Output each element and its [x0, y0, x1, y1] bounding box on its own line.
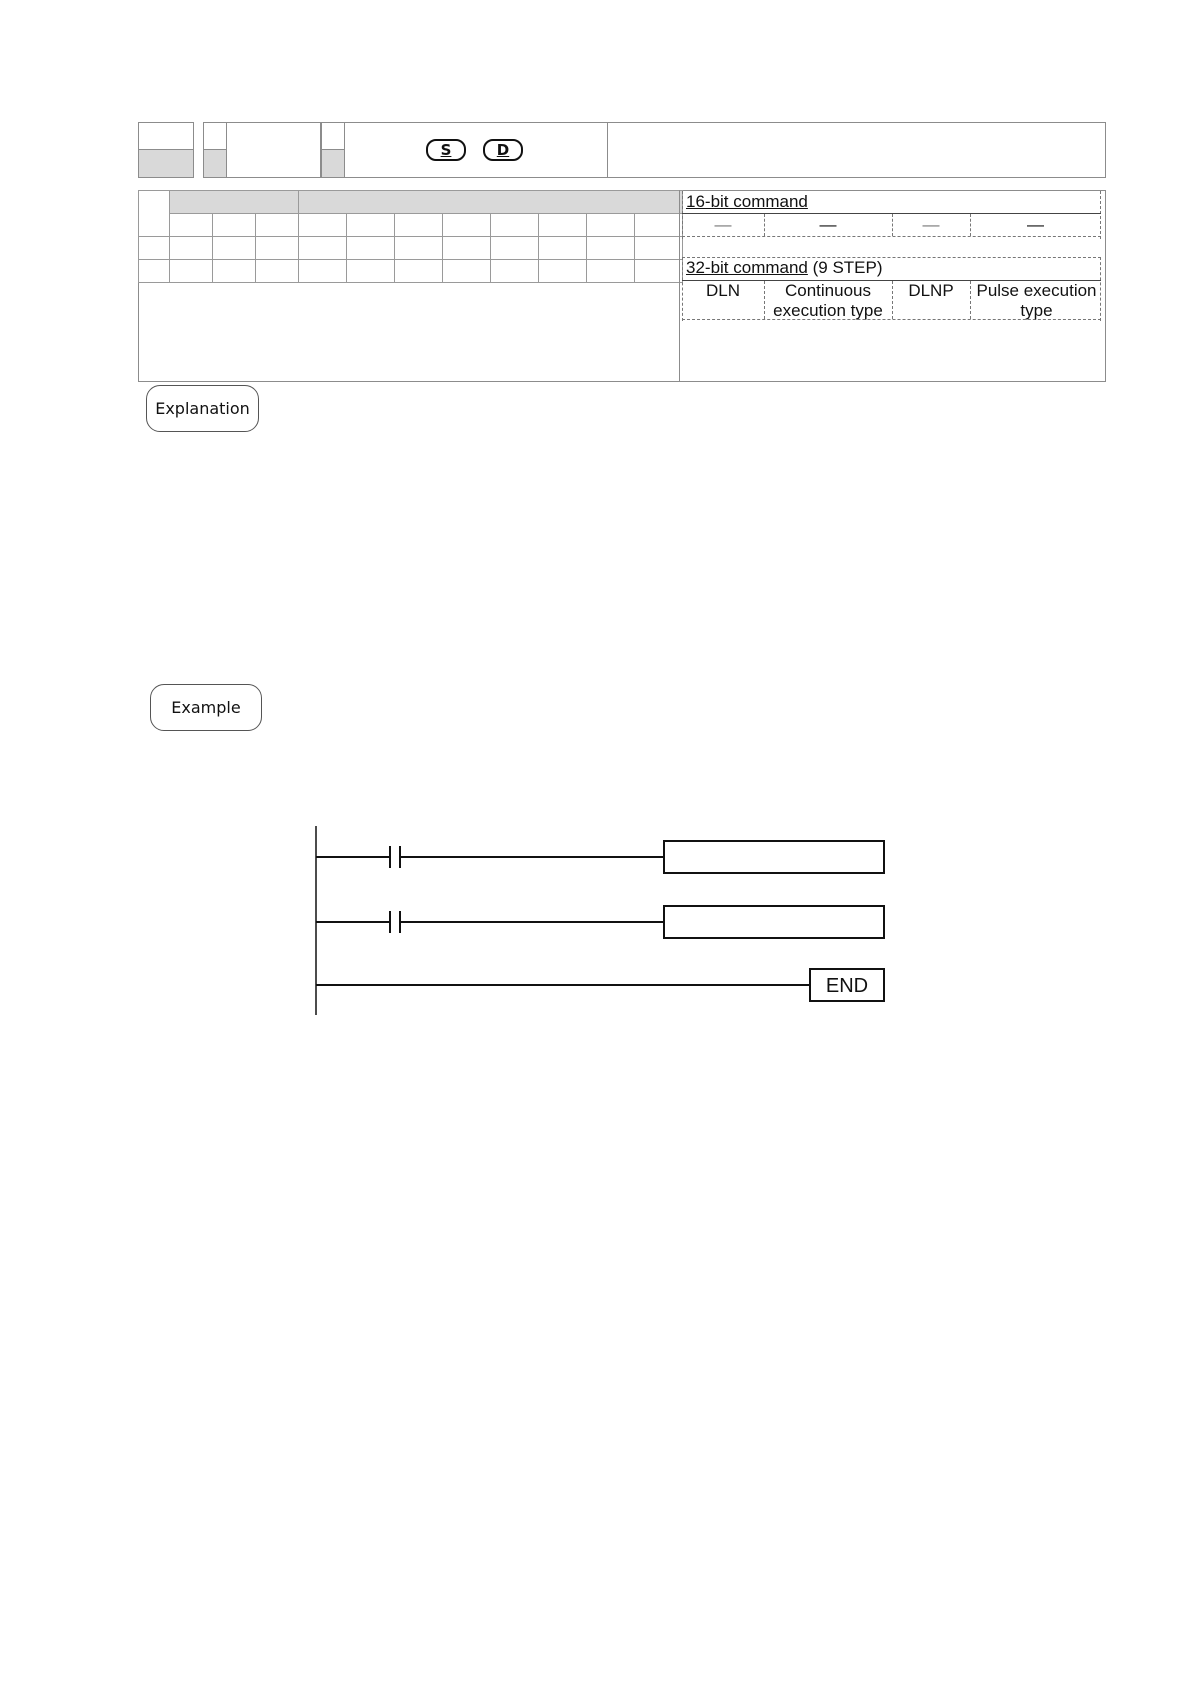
device-grid-header-row — [139, 191, 683, 214]
mnemonic-prefix-divider — [226, 123, 227, 177]
bit32-title — [686, 258, 883, 278]
bit16-block — [682, 191, 1102, 239]
bit16-cell: — — [1027, 215, 1044, 234]
api-number-box — [138, 122, 194, 178]
explanation-label: Explanation — [146, 385, 259, 432]
bit16-cell: — — [922, 215, 940, 234]
bit16-cell: — — [714, 215, 732, 234]
function-description-box — [607, 122, 1106, 178]
device-grid-row-d — [139, 260, 683, 283]
operand-prefix-divider — [344, 123, 345, 177]
pulse-execution-label: Pulse execution type — [976, 281, 1097, 320]
dlnp-label: DLNP — [908, 281, 954, 300]
command-table — [138, 190, 1106, 382]
bit16-title: 16-bit command — [686, 192, 808, 211]
continuous-execution-label: Continuous execution type — [773, 281, 883, 320]
end-label: END — [825, 975, 869, 997]
mnemonic-box — [203, 122, 321, 178]
operands-box — [321, 122, 608, 178]
table-divider — [679, 190, 680, 382]
bit32-block — [682, 257, 1102, 321]
operand-s-badge: S — [426, 139, 466, 161]
bit16-cell: — — [819, 215, 837, 234]
device-grid — [138, 190, 683, 283]
bit-device-header — [170, 191, 299, 214]
operand-prefix-shade — [322, 149, 344, 177]
api-number-shade — [139, 149, 193, 177]
word-device-header — [299, 191, 683, 214]
dln-label: DLN — [705, 281, 740, 300]
example-label: Example — [150, 684, 262, 731]
device-grid-subheader-row — [139, 214, 683, 237]
rung-1-instruction-box — [664, 841, 884, 873]
rung-2-instruction-box — [664, 906, 884, 938]
bit32-title-text: 32-bit command — [686, 258, 808, 277]
ladder-diagram — [300, 820, 900, 1020]
mnemonic-prefix-shade — [204, 149, 226, 177]
operand-d-badge: D — [483, 139, 523, 161]
bit32-title-steps: (9 STEP) — [812, 258, 883, 277]
device-grid-row-s — [139, 237, 683, 260]
operand-column-header — [139, 191, 170, 237]
